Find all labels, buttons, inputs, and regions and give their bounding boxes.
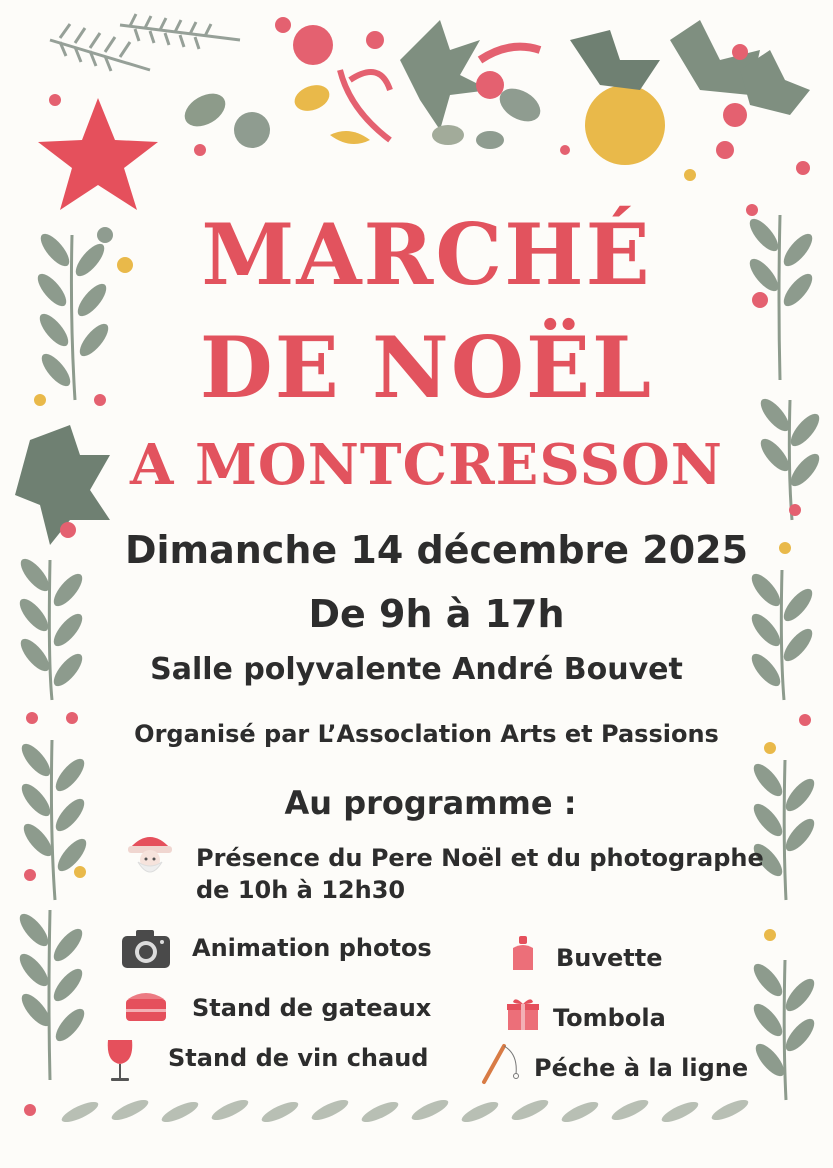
program-bar: Buvette	[556, 944, 663, 972]
cake-icon	[122, 985, 170, 1025]
wine-glass-icon	[104, 1036, 136, 1086]
gift-icon	[505, 996, 541, 1032]
event-venue: Salle polyvalente André Bouvet	[150, 652, 683, 687]
event-date: Dimanche 14 décembre 2025	[124, 528, 749, 572]
top-garland	[49, 14, 810, 181]
program-santa-line1: Présence du Pere Noël et du photographe	[196, 844, 764, 872]
title-line-1: MARCHÉ	[201, 205, 652, 304]
event-organizer: Organisé par L’Assoclation Arts et Passions	[134, 720, 719, 748]
drink-icon	[508, 934, 538, 974]
program-santa-line2: de 10h à 12h30	[196, 876, 406, 904]
title-line-3: A MONTCRESSON	[130, 432, 723, 498]
santa-icon	[122, 824, 178, 880]
program-cakes: Stand de gateaux	[192, 994, 432, 1022]
program-heading: Au programme :	[284, 784, 577, 822]
star-decoration	[38, 98, 158, 210]
program-raffle: Tombola	[553, 1004, 666, 1032]
camera-icon	[120, 928, 172, 970]
bottom-leaf-border	[59, 1096, 750, 1126]
title-line-2: DE NOËL	[199, 318, 654, 417]
fishing-rod-icon	[478, 1040, 524, 1086]
program-fishing: Péche à la ligne	[534, 1054, 749, 1082]
event-hours: De 9h à 17h	[308, 592, 565, 636]
program-wine: Stand de vin chaud	[168, 1044, 429, 1072]
program-photos: Animation photos	[192, 934, 432, 962]
